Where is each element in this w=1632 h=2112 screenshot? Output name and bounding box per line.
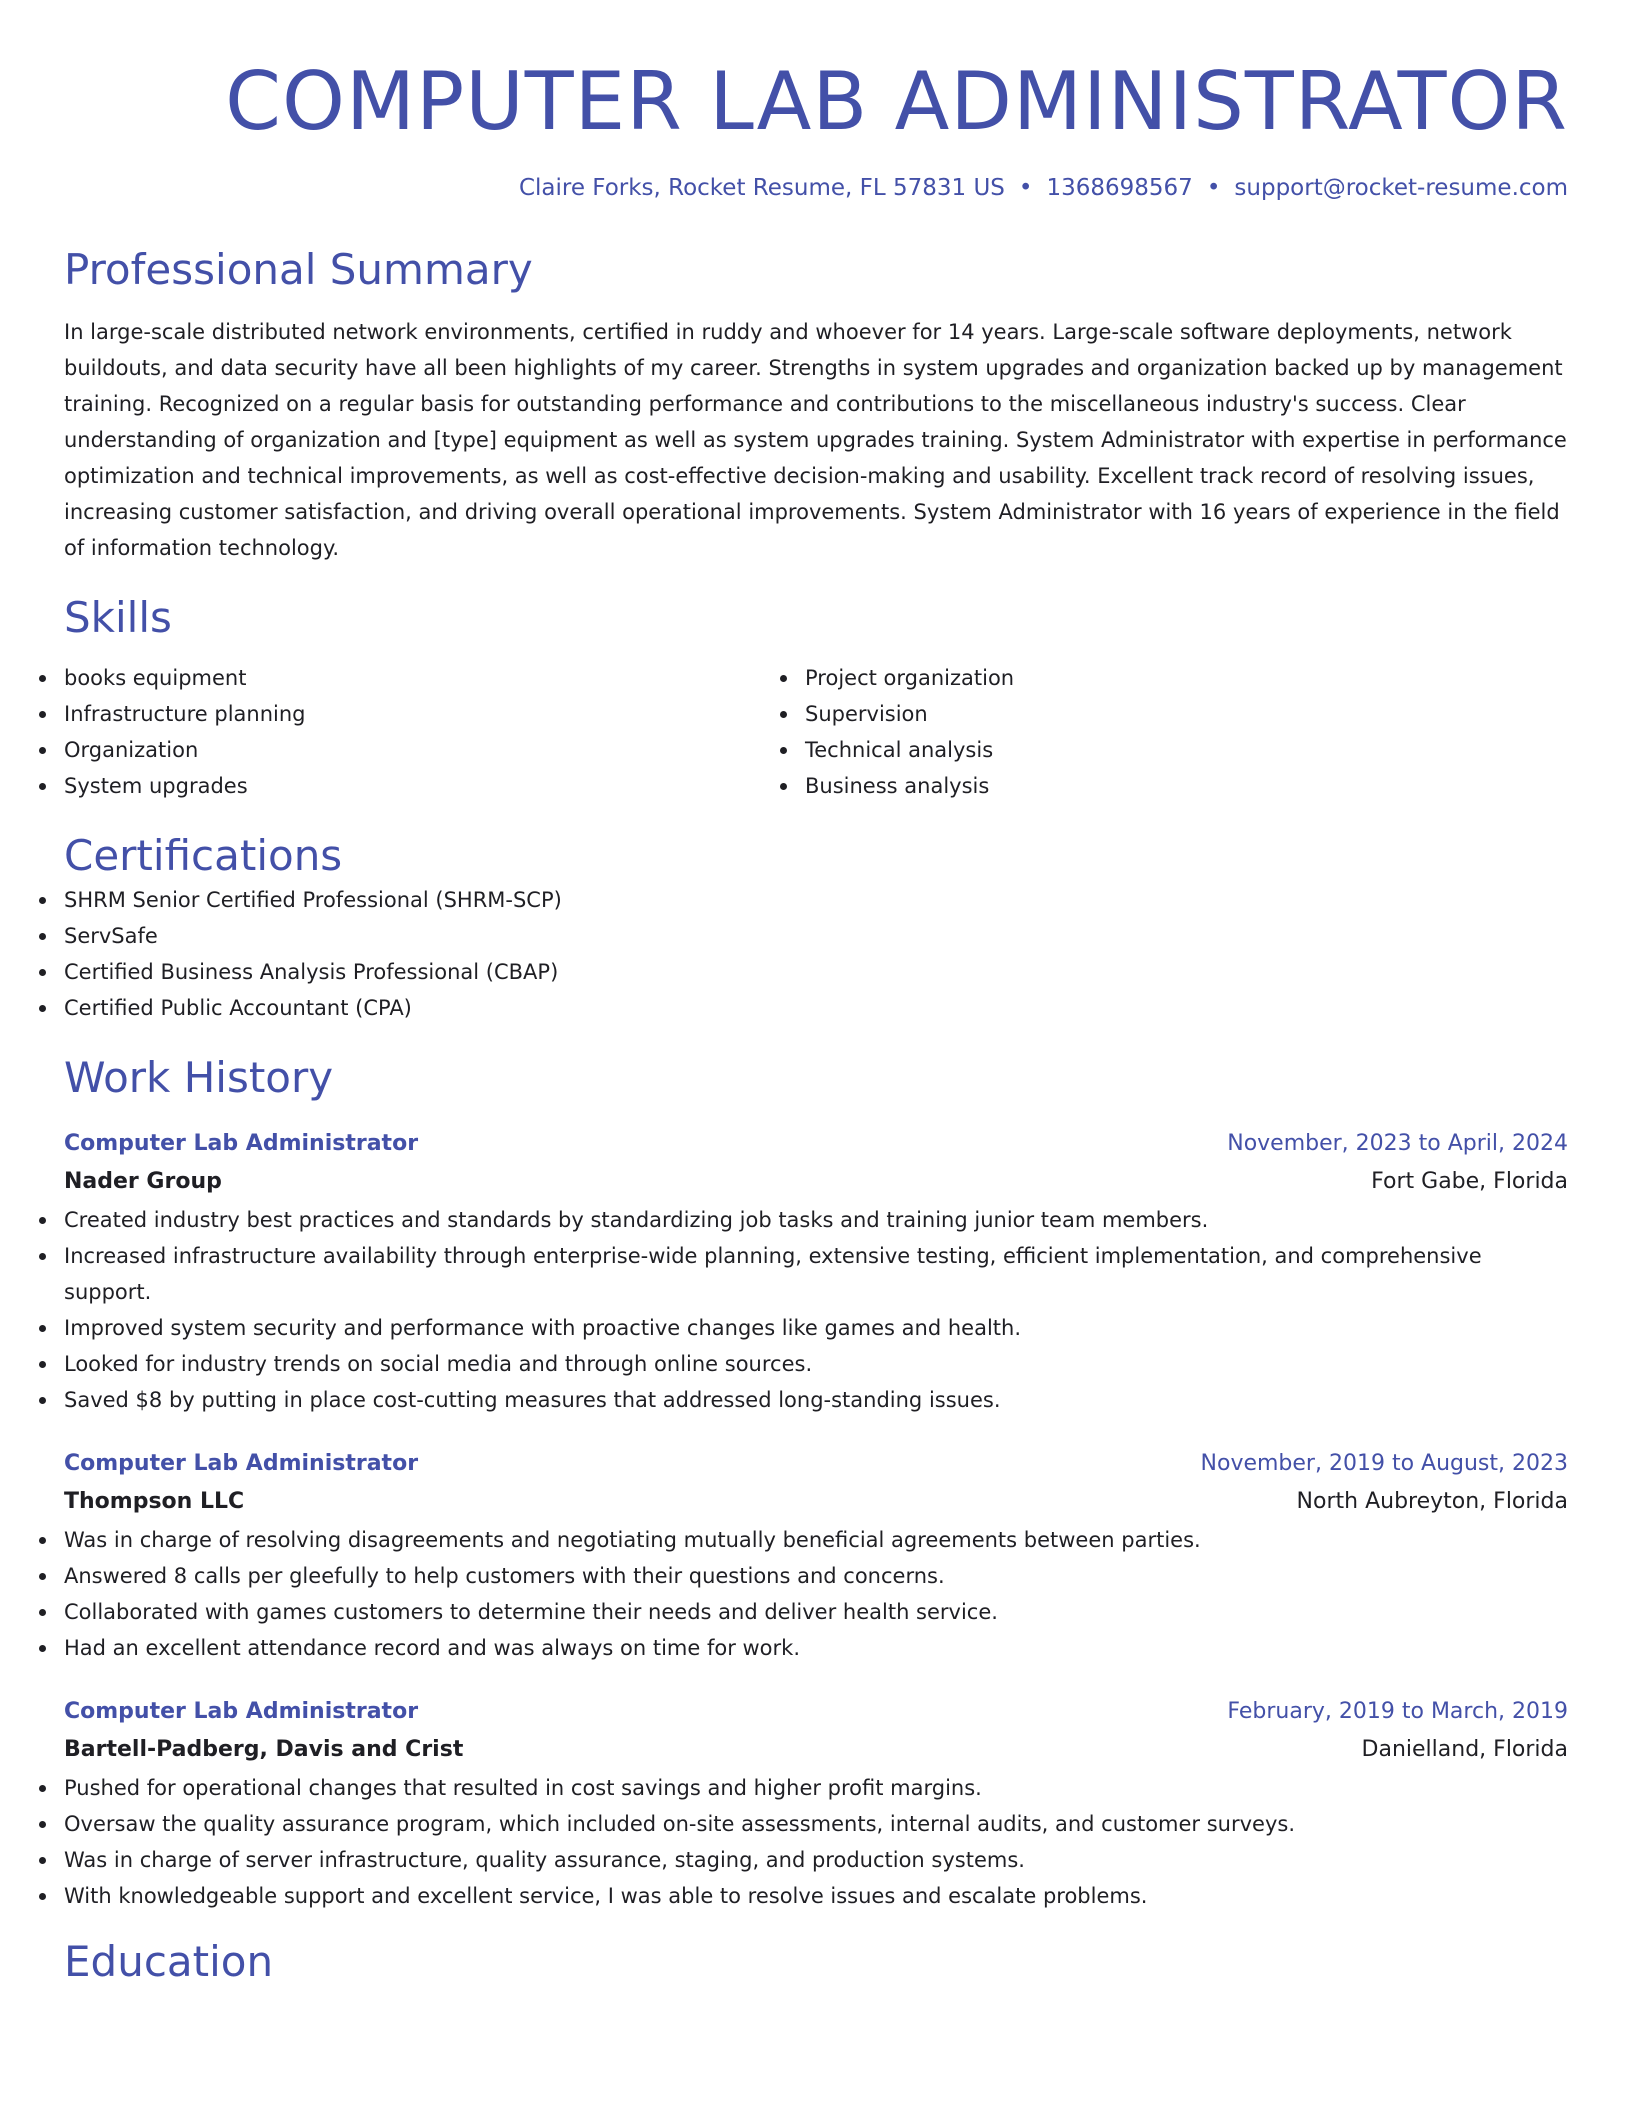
skills-heading: Skills [64, 593, 172, 642]
certifications-list [64, 882, 1568, 1026]
education-heading: Education [64, 1937, 274, 1986]
job-location: Danielland, Florida [1361, 1737, 1568, 1762]
job-entry [64, 1446, 1568, 1666]
job-bullet: Pushed for operational changes that resulted in cost savings and higher profit margins. [64, 1770, 1568, 1806]
job-entry [64, 1126, 1568, 1418]
certification-item: SHRM Senior Certified Professional (SHRM-SCP) [64, 882, 1568, 918]
job-company: Nader Group [64, 1169, 222, 1194]
skill-item: books equipment [64, 660, 805, 696]
job-bullet: Was in charge of server infrastructure, quality assurance, staging, and production systems. [64, 1842, 1568, 1878]
job-bullet: Improved system security and performance with proactive changes like games and health. [64, 1310, 1568, 1346]
job-title: Computer Lab Administrator [64, 1451, 419, 1476]
summary-heading: Professional Summary [64, 245, 533, 294]
job-bullet: Had an excellent attendance record and was always on time for work. [64, 1630, 1568, 1666]
skill-item: Business analysis [805, 768, 1546, 804]
resume-title: COMPUTER LAB ADMINISTRATOR [225, 55, 1568, 148]
skill-item: System upgrades [64, 768, 805, 804]
job-header-row [64, 1446, 1568, 1482]
job-title: Computer Lab Administrator [64, 1699, 419, 1724]
skills-grid [64, 660, 1568, 804]
job-bullet: Oversaw the quality assurance program, which included on-site assessments, internal audits, and customer surveys. [64, 1806, 1568, 1842]
skill-item: Infrastructure planning [64, 696, 805, 732]
job-company: Bartell-Padberg, Davis and Crist [64, 1737, 464, 1762]
skill-item: Project organization [805, 660, 1546, 696]
contact-separator: • [1018, 175, 1033, 201]
job-bullet: Collaborated with games customers to determine their needs and deliver health service. [64, 1594, 1568, 1630]
contact-line [64, 172, 1568, 204]
certification-item: Certified Business Analysis Professional (CBAP) [64, 954, 1568, 990]
job-company-row [64, 1482, 1568, 1522]
skill-item: Supervision [805, 696, 1546, 732]
job-location: Fort Gabe, Florida [1371, 1169, 1568, 1194]
job-bullet: Increased infrastructure availability through enterprise-wide planning, extensive testing, efficient implementation, and comprehensive support. [64, 1238, 1568, 1310]
job-company-row [64, 1162, 1568, 1202]
job-bullets [64, 1770, 1568, 1914]
certifications-heading: Certifications [64, 831, 343, 880]
job-location: North Aubreyton, Florida [1296, 1489, 1568, 1514]
skills-list-left [64, 660, 805, 804]
skill-item: Technical analysis [805, 732, 1546, 768]
job-header-row [64, 1694, 1568, 1730]
summary-text: In large-scale distributed network environments, certified in ruddy and whoever for 14 years. Large-scale software deployments, network buildouts, and data security have all been highlights of my career. Strengths in system upgrades and organization backed up by management training. Recognized on a regular basis for outstanding performance and contributions to the miscellaneous industry's success. Clear understanding of organization and [type] equipment as well as system upgrades training. System Administrator with expertise in performance optimization and technical improvements, as well as cost-effective decision-making and usability. Excellent track record of resolving issues, increasing customer satisfaction, and driving overall operational improvements. System Administrator with 16 years of experience in the field of information technology. [64, 320, 1567, 560]
certification-item: ServSafe [64, 918, 1568, 954]
work-history-heading: Work History [64, 1053, 334, 1102]
job-bullets [64, 1522, 1568, 1666]
job-header-row [64, 1126, 1568, 1162]
job-bullet: Answered 8 calls per gleefully to help customers with their questions and concerns. [64, 1558, 1568, 1594]
contact-email: support@rocket-resume.com [1234, 175, 1568, 201]
job-company-row [64, 1730, 1568, 1770]
job-company: Thompson LLC [64, 1489, 245, 1514]
job-bullet: Saved $8 by putting in place cost-cutting measures that addressed long-standing issues. [64, 1382, 1568, 1418]
contact-phone: 1368698567 [1046, 175, 1193, 201]
job-bullets [64, 1202, 1568, 1418]
job-bullet: With knowledgeable support and excellent service, I was able to resolve issues and escalate problems. [64, 1878, 1568, 1914]
job-dates: February, 2019 to March, 2019 [1227, 1699, 1568, 1724]
skill-item: Organization [64, 732, 805, 768]
skills-list-right [805, 660, 1546, 804]
job-title: Computer Lab Administrator [64, 1131, 419, 1156]
job-entry [64, 1694, 1568, 1914]
job-dates: November, 2019 to August, 2023 [1200, 1451, 1568, 1476]
certification-item: Certified Public Accountant (CPA) [64, 990, 1568, 1026]
job-dates: November, 2023 to April, 2024 [1227, 1131, 1568, 1156]
contact-address: Claire Forks, Rocket Resume, FL 57831 US [518, 175, 1005, 201]
job-bullet: Looked for industry trends on social media and through online sources. [64, 1346, 1568, 1382]
contact-separator: • [1206, 175, 1221, 201]
job-bullet: Was in charge of resolving disagreements and negotiating mutually beneficial agreements between parties. [64, 1522, 1568, 1558]
job-bullet: Created industry best practices and standards by standardizing job tasks and training junior team members. [64, 1202, 1568, 1238]
